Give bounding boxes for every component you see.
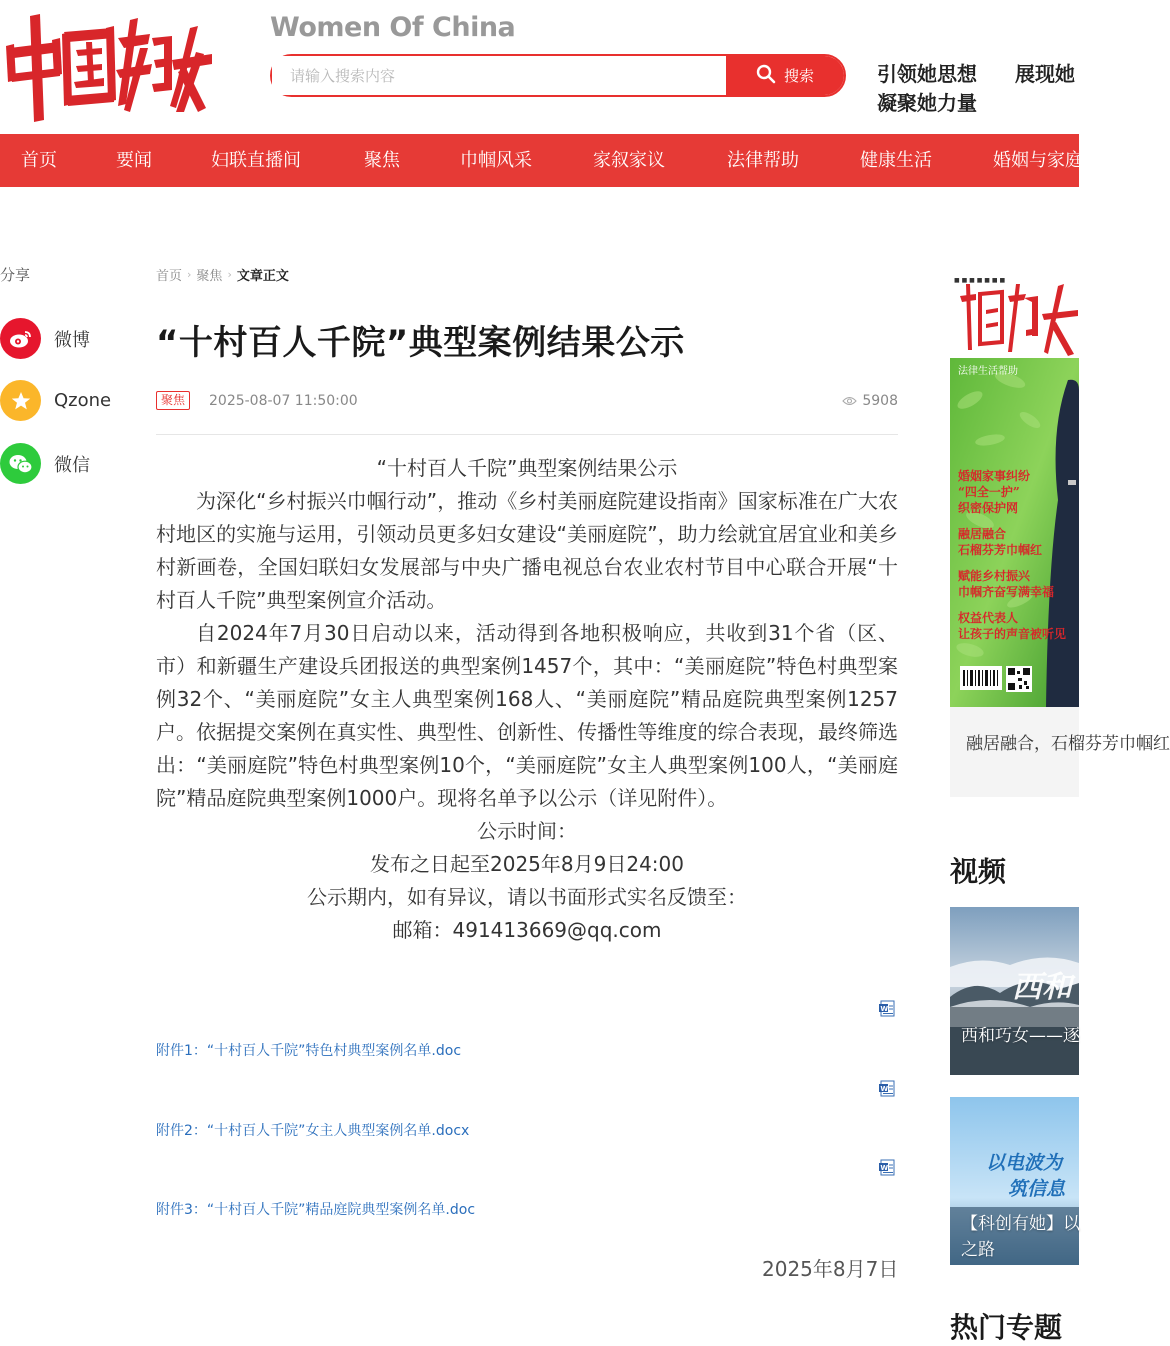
view-count [842,393,898,409]
brand-english-name: Women Of China [270,12,516,43]
video-section-title: 视频 [950,855,1007,888]
attachment-link-3[interactable]: 附件3：“十村百人千院”精品庭院典型案例名单.doc [156,1202,476,1218]
magazine-caption[interactable]: 融居融合，石榴芬芳巾帼红 [966,734,1170,754]
view-count-value: 5908 [862,393,898,409]
article-paragraph-1: 为深化“乡村振兴巾帼行动”，推动《乡村美丽庭院建设指南》国家标准在广大农村地区的实施与运用，引领动员更多妇女建设“美丽庭院”，助力绘就宜居宜业和美乡村新画卷，全国妇联妇女发展部与中央广播电视总台农业农村节目中心联合开展“十村百人千院”典型案例宣介活动。 [156,489,898,612]
svg-text:W: W [880,1084,889,1093]
category-tag[interactable]: 聚焦 [156,391,190,410]
svg-text:融居融合: 融居融合 [958,527,1007,541]
breadcrumb-current: 文章正文 [236,269,289,284]
video-card-1[interactable] [950,907,1079,1075]
attachment-link-2[interactable]: 附件2：“十村百人千院”女主人典型案例名单.docx [156,1123,470,1139]
svg-text:石榴芬芳巾帼红: 石榴芬芳巾帼红 [958,543,1043,557]
share-qzone[interactable] [0,380,111,421]
svg-text:西和: 西和 [1012,970,1072,1005]
word-doc-icon[interactable] [878,1159,896,1176]
video-card-2[interactable] [950,1097,1079,1265]
svg-text:让孩子的声音被听见: 让孩子的声音被听见 [958,627,1067,641]
svg-text:W: W [880,1004,889,1013]
chevron-right-icon: › [227,268,232,281]
svg-text:以电波为: 以电波为 [986,1152,1063,1174]
nav-item-legal-help[interactable]: 法律帮助 [727,150,799,171]
slogan-line-1: 引领她思想 [877,62,977,86]
article-body [156,452,898,947]
eye-icon [842,396,857,406]
hot-topics-section-title: 热门专题 [950,1311,1063,1344]
video-caption-1: 西和巧女——逐 [961,1026,1080,1046]
share-wechat[interactable] [0,443,90,484]
notice-label: 公示时间： [477,819,577,843]
wechat-icon [0,443,41,484]
breadcrumb-section[interactable]: 聚焦 [196,269,223,284]
svg-text:赋能乡村振兴: 赋能乡村振兴 [958,569,1031,583]
share-wechat-label: 微信 [54,454,90,476]
svg-text:权益代表人: 权益代表人 [958,611,1019,625]
nav-item-focus[interactable]: 聚焦 [364,150,400,171]
share-label: 分享 [0,266,31,284]
video-thumbnail-1 [950,907,1079,1075]
article-subtitle: “十村百人千院”典型案例结果公示 [376,456,678,480]
header-slogan-right: 展现她 [1015,62,1075,86]
article-meta [156,391,898,435]
slogan-line-2: 凝聚她力量 [877,91,977,115]
article-paragraph-2: 自2024年7月30日启动以来，活动得到各地积极响应，共收到31个省（区、市）和新疆生产建设兵团报送的典型案例1457个，其中：“美丽庭院”特色村典型案例32个、“美丽庭院”女主人典型案例168人、“美丽庭院”精品庭院典型案例1257户。依据提交案例在真实性、典型性、创新性、传播性等维度的综合表现，最终筛选出：“美丽庭院”特色村典型案例10个，“美丽庭院”女主人典型案例100人，“美丽庭院”精品庭院典型案例1000户。现将名单予以公示（详见附件）。 [156,621,898,810]
nav-item-news[interactable]: 要闻 [116,150,152,171]
video-caption-2-line-2: 之路 [961,1240,995,1260]
notice-feedback: 公示期内，如有异议，请以书面形式实名反馈至： [307,885,747,909]
share-weibo-label: 微博 [54,329,90,351]
publish-date: 2025-08-07 11:50:00 [209,393,358,409]
site-header [0,0,1079,134]
video-caption-2-line-1: 【科创有她】以 [961,1214,1080,1234]
nav-item-live[interactable]: 妇联直播间 [211,150,301,171]
share-weibo[interactable] [0,318,90,359]
article-title: “十村百人千院”典型案例结果公示 [156,323,685,363]
search-button-label: 搜索 [783,67,814,85]
nav-item-family-talk[interactable]: 家叙家议 [593,150,665,171]
search-button[interactable] [726,56,844,95]
breadcrumb-home[interactable]: 首页 [156,269,183,284]
search-bar [270,54,846,97]
site-logo[interactable] [0,8,215,126]
notice-email: 邮箱：491413669@qq.com [392,918,662,942]
qzone-star-icon [0,380,41,421]
logo-calligraphy-image [0,8,215,126]
share-qzone-label: Qzone [54,390,112,411]
nav-item-home[interactable]: 首页 [21,150,57,171]
breadcrumb [156,265,289,284]
svg-text:“四全一护”: “四全一护” [958,485,1020,499]
svg-text:巾帼齐奋写满幸福: 巾帼齐奋写满幸福 [958,585,1055,599]
svg-text:婚姻家事纠纷: 婚姻家事纠纷 [958,469,1031,483]
attachment-link-1[interactable]: 附件1：“十村百人千院”特色村典型案例名单.doc [156,1043,462,1059]
video-caption-2 [961,1211,1080,1263]
svg-text:法律生活帮助: 法律生活帮助 [958,366,1018,377]
magazine-cover-image [950,270,1079,707]
nav-item-health[interactable]: 健康生活 [860,150,932,171]
signature-date: 2025年8月7日 [762,1257,899,1281]
svg-text:■ ■ ■ ■ ■ ■ ■: ■ ■ ■ ■ ■ ■ ■ [954,277,1006,284]
nav-item-marriage-family[interactable]: 婚姻与家庭 [993,150,1083,171]
search-icon [756,64,776,88]
notice-period: 发布之日起至2025年8月9日24:00 [370,852,684,876]
nav-item-women-style[interactable]: 巾帼风采 [460,150,532,171]
weibo-icon [0,318,41,359]
magazine-card[interactable] [950,270,1170,797]
svg-text:筑信息: 筑信息 [1008,1178,1066,1200]
word-doc-icon[interactable] [878,1080,896,1097]
chevron-right-icon: › [187,268,192,281]
search-input[interactable] [272,56,726,95]
header-slogan [877,60,977,118]
svg-text:W: W [880,1163,889,1172]
word-doc-icon[interactable] [878,1000,896,1017]
main-nav [0,134,1083,187]
svg-text:织密保护网: 织密保护网 [958,501,1019,515]
